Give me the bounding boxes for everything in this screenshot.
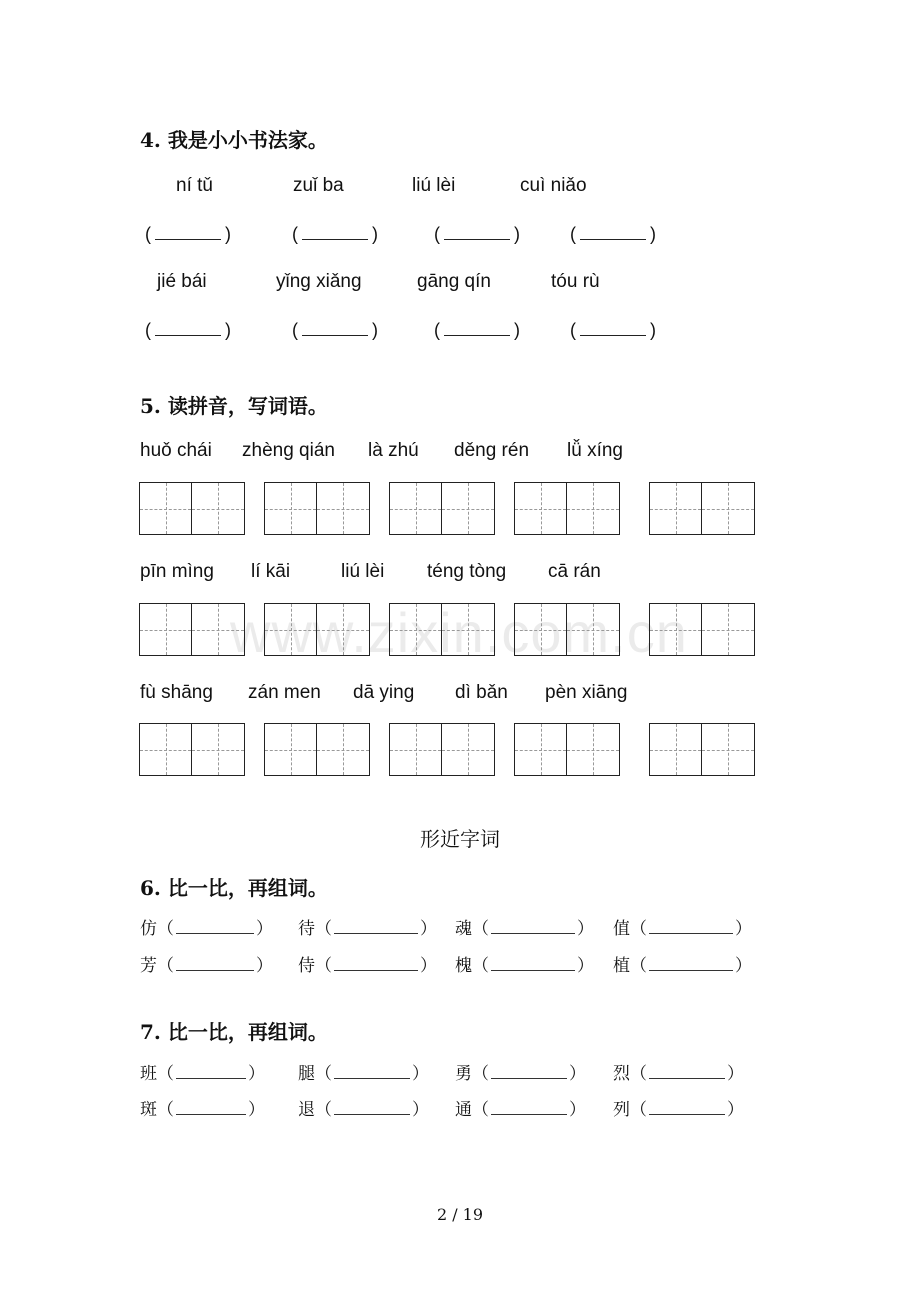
writing-grid[interactable] bbox=[514, 603, 620, 656]
q4-pinyin-3: liú lèi bbox=[412, 175, 456, 196]
q6-item[interactable]: 侍（ ） bbox=[298, 956, 437, 976]
writing-grid[interactable] bbox=[139, 482, 245, 535]
q6-item[interactable]: 待（ ） bbox=[298, 919, 437, 939]
q6-item[interactable]: 槐（ ） bbox=[455, 956, 594, 976]
q6-item[interactable]: 仿（ ） bbox=[140, 919, 273, 939]
q6-item[interactable]: 魂（ ） bbox=[455, 919, 594, 939]
writing-grid[interactable] bbox=[514, 723, 620, 776]
q7-item[interactable]: 班（ ） bbox=[140, 1064, 265, 1084]
q4-title: 4. 我是小小书法家。 bbox=[140, 128, 328, 152]
writing-grid[interactable] bbox=[649, 603, 755, 656]
q5-pinyin: téng tòng bbox=[427, 561, 507, 582]
q5-pinyin: huǒ chái bbox=[140, 440, 212, 461]
q5-pinyin: děng rén bbox=[454, 440, 530, 461]
writing-grid[interactable] bbox=[264, 723, 370, 776]
writing-grid[interactable] bbox=[649, 482, 755, 535]
q6-item[interactable]: 植（ ） bbox=[613, 956, 752, 976]
q5-pinyin: là zhú bbox=[368, 440, 419, 461]
watermark: www.zixin.com.cn bbox=[230, 601, 688, 664]
q7-item[interactable]: 退（ ） bbox=[298, 1100, 429, 1120]
q7-item[interactable]: 通（ ） bbox=[455, 1100, 586, 1120]
q7-item[interactable]: 腿（ ） bbox=[298, 1064, 429, 1084]
q4-pinyin-8: tóu rù bbox=[551, 271, 600, 292]
q4-answer-5[interactable]: ( ) bbox=[145, 320, 231, 340]
q4-answer-7[interactable]: ( ) bbox=[434, 320, 520, 340]
q6-title: 6. 比一比，再组词。 bbox=[140, 876, 328, 900]
q7-item[interactable]: 勇（ ） bbox=[455, 1064, 586, 1084]
q5-pinyin: pèn xiāng bbox=[545, 682, 628, 703]
q4-answer-4[interactable]: ( ) bbox=[570, 224, 656, 244]
q5-pinyin: dì bǎn bbox=[455, 682, 508, 703]
q4-pinyin-1: ní tǔ bbox=[176, 175, 213, 196]
q4-answer-6[interactable]: ( ) bbox=[292, 320, 378, 340]
q5-pinyin: fù shāng bbox=[140, 682, 213, 703]
q5-pinyin: pīn mìng bbox=[140, 561, 214, 582]
q4-pinyin-6: yǐng xiǎng bbox=[276, 271, 362, 292]
writing-grid[interactable] bbox=[514, 482, 620, 535]
q5-pinyin: zhèng qián bbox=[242, 440, 335, 461]
q7-item[interactable]: 斑（ ） bbox=[140, 1100, 265, 1120]
writing-grid[interactable] bbox=[264, 603, 370, 656]
q6-item[interactable]: 芳（ ） bbox=[140, 956, 273, 976]
q5-pinyin: zán men bbox=[248, 682, 321, 703]
q7-title: 7. 比一比，再组词。 bbox=[140, 1020, 328, 1044]
q5-title: 5. 读拼音，写词语。 bbox=[140, 394, 328, 418]
writing-grid[interactable] bbox=[264, 482, 370, 535]
q4-pinyin-2: zuǐ ba bbox=[293, 175, 344, 196]
q5-pinyin: dā ying bbox=[353, 682, 415, 703]
writing-grid[interactable] bbox=[139, 723, 245, 776]
writing-grid[interactable] bbox=[389, 603, 495, 656]
q4-pinyin-5: jié bái bbox=[157, 271, 207, 292]
section-title: 形近字词 bbox=[420, 827, 500, 851]
writing-grid[interactable] bbox=[389, 723, 495, 776]
q4-answer-3[interactable]: ( ) bbox=[434, 224, 520, 244]
q4-answer-2[interactable]: ( ) bbox=[292, 224, 378, 244]
writing-grid[interactable] bbox=[139, 603, 245, 656]
writing-grid[interactable] bbox=[389, 482, 495, 535]
q4-answer-8[interactable]: ( ) bbox=[570, 320, 656, 340]
writing-grid[interactable] bbox=[649, 723, 755, 776]
q5-pinyin: lí kāi bbox=[251, 561, 291, 582]
page-number: 2 / 19 bbox=[436, 1205, 484, 1224]
q4-answer-1[interactable]: ( ) bbox=[145, 224, 231, 244]
q6-item[interactable]: 值（ ） bbox=[613, 919, 752, 939]
q7-item[interactable]: 列（ ） bbox=[613, 1100, 744, 1120]
q5-pinyin: cā rán bbox=[548, 561, 601, 582]
q5-pinyin: liú lèi bbox=[341, 561, 385, 582]
q5-pinyin: lǚ xíng bbox=[567, 440, 623, 461]
q4-pinyin-4: cuì niǎo bbox=[520, 175, 587, 196]
q7-item[interactable]: 烈（ ） bbox=[613, 1064, 744, 1084]
q4-pinyin-7: gāng qín bbox=[417, 271, 491, 292]
